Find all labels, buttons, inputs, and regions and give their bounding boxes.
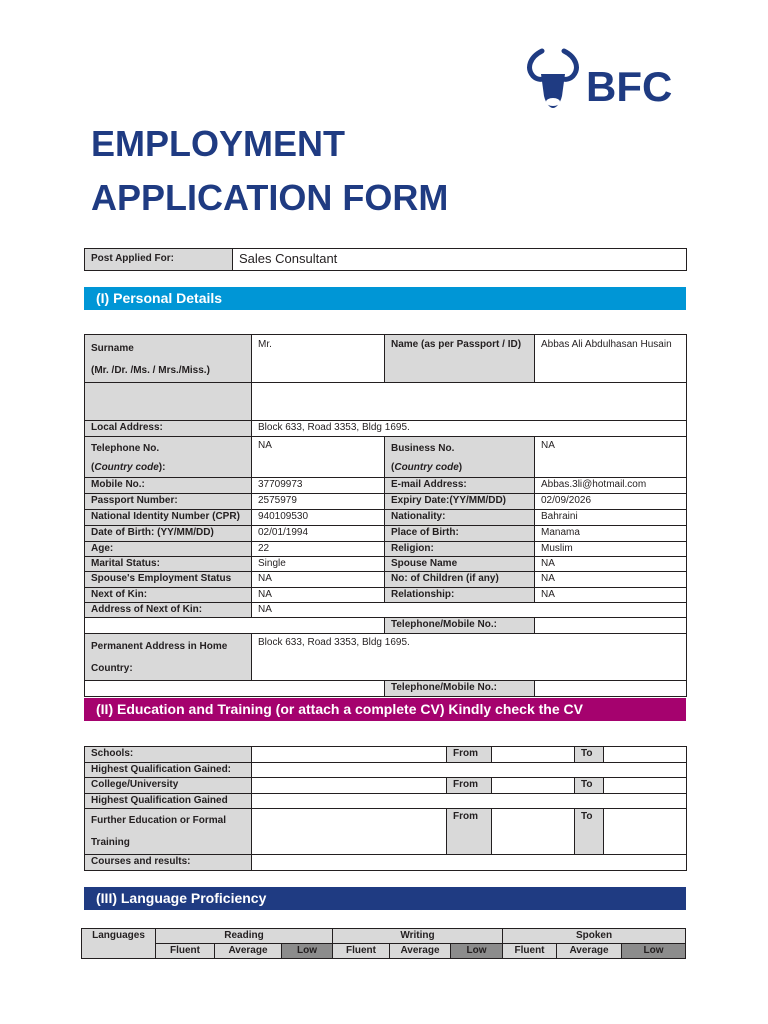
highest-qualification-label-1: Highest Qualification Gained: [85,763,252,778]
email-label: E-mail Address: [385,478,535,494]
further-education-value[interactable] [252,809,447,855]
nationality-label: Nationality: [385,510,535,526]
expiry-label: Expiry Date:(YY/MM/DD) [385,494,535,510]
schools-label: Schools: [85,747,252,763]
kin-telephone-value[interactable] [535,618,687,634]
business-label-text: Business No. [391,443,455,454]
bull-head-icon [524,48,586,112]
page-title-line1: EMPLOYMENT [91,123,346,164]
further-education-label-2: Training [91,837,130,848]
children-label: No: of Children (if any) [385,572,535,588]
surname-value[interactable]: Mr. [252,335,385,383]
email-value[interactable]: Abbas.3li@hotmail.com [535,478,687,494]
spoken-fluent-header: Fluent [503,944,557,959]
children-value[interactable]: NA [535,572,687,588]
dob-value[interactable]: 02/01/1994 [252,526,385,542]
local-address-value[interactable]: Block 633, Road 3353, Bldg 1695. [252,421,687,437]
home-telephone-label: Telephone/Mobile No.: [385,681,535,697]
kin-telephone-label: Telephone/Mobile No.: [385,618,535,634]
schools-to-value[interactable] [604,747,687,763]
blank-label-cell [85,383,252,421]
section-language-header: (III) Language Proficiency [84,887,686,910]
next-of-kin-value[interactable]: NA [252,588,385,603]
spoken-header: Spoken [503,929,686,944]
college-from-value[interactable] [492,778,575,794]
further-education-label [85,809,252,855]
cpr-value[interactable]: 940109530 [252,510,385,526]
pob-label: Place of Birth: [385,526,535,542]
schools-from-value[interactable] [492,747,575,763]
mobile-label: Mobile No.: [85,478,252,494]
highest-qualification-label-2: Highest Qualification Gained [85,794,252,809]
age-value[interactable]: 22 [252,542,385,557]
spouse-name-value[interactable]: NA [535,557,687,572]
telephone-label-text: Telephone No. [91,443,160,454]
dob-label: Date of Birth: (YY/MM/DD) [85,526,252,542]
country-code-label-2: Country code [394,462,459,473]
reading-low-header: Low [282,944,333,959]
writing-fluent-header: Fluent [333,944,390,959]
reading-fluent-header: Fluent [156,944,215,959]
relationship-label: Relationship: [385,588,535,603]
passport-value[interactable]: 2575979 [252,494,385,510]
education-table [84,746,687,871]
age-label: Age: [85,542,252,557]
further-from-label: From [447,809,492,855]
section-personal-header: (I) Personal Details [84,287,686,310]
post-applied-value[interactable]: Sales Consultant [233,249,687,271]
post-applied-table [84,248,687,271]
permanent-address-continued[interactable] [85,681,385,697]
spoken-average-header: Average [557,944,622,959]
personal-details-table [84,334,687,697]
writing-average-header: Average [390,944,451,959]
next-of-kin-label: Next of Kin: [85,588,252,603]
bfc-logo [524,48,676,112]
marital-value[interactable]: Single [252,557,385,572]
telephone-label: Telephone No. (Country code): [85,437,252,478]
reading-header: Reading [156,929,333,944]
kin-address-label: Address of Next of Kin: [85,603,252,618]
pob-value[interactable]: Manama [535,526,687,542]
highest-qualification-value-2[interactable] [252,794,687,809]
writing-header: Writing [333,929,503,944]
college-from-label: From [447,778,492,794]
highest-qualification-value-1[interactable] [252,763,687,778]
college-to-value[interactable] [604,778,687,794]
writing-low-header: Low [451,944,503,959]
page-title-line2: APPLICATION FORM [91,177,449,218]
cpr-label: National Identity Number (CPR) [85,510,252,526]
section-education-header: (II) Education and Training (or attach a complete CV) Kindly check the CV [84,698,686,721]
spouse-employment-value[interactable]: NA [252,572,385,588]
courses-value[interactable] [252,855,687,871]
country-code-label: Country code [94,462,159,473]
kin-address-continued[interactable] [85,618,385,634]
nationality-value[interactable]: Bahraini [535,510,687,526]
further-to-label: To [575,809,604,855]
spouse-employment-label: Spouse's Employment Status [85,572,252,588]
languages-header: Languages [82,929,156,959]
schools-value[interactable] [252,747,447,763]
spouse-name-label: Spouse Name [385,557,535,572]
logo-text: BFC [586,63,673,110]
name-value[interactable]: Abbas Ali Abdulhasan Husain [535,335,687,383]
relationship-value[interactable]: NA [535,588,687,603]
language-table [81,928,686,959]
post-applied-label: Post Applied For: [85,249,233,271]
name-label: Name (as per Passport / ID) [385,335,535,383]
marital-label: Marital Status: [85,557,252,572]
college-value[interactable] [252,778,447,794]
religion-value[interactable]: Muslim [535,542,687,557]
further-to-value[interactable] [604,809,687,855]
schools-to-label: To [575,747,604,763]
permanent-address-label-2: Country: [91,663,133,674]
telephone-value[interactable]: NA [252,437,385,478]
kin-address-value[interactable]: NA [252,603,687,618]
further-from-value[interactable] [492,809,575,855]
further-education-label-1: Further Education or Formal [91,815,227,826]
blank-value-cell[interactable] [252,383,687,421]
home-telephone-value[interactable] [535,681,687,697]
religion-label: Religion: [385,542,535,557]
surname-sub-label: (Mr. /Dr. /Ms. / Mrs./Miss.) [91,365,210,376]
college-to-label: To [575,778,604,794]
business-label: Business No. (Country code) [385,437,535,478]
business-value[interactable]: NA [535,437,687,478]
schools-from-label: From [447,747,492,763]
mobile-value[interactable]: 37709973 [252,478,385,494]
passport-label: Passport Number: [85,494,252,510]
permanent-address-label [85,634,252,681]
surname-label-text: Surname [91,343,134,354]
permanent-address-value[interactable]: Block 633, Road 3353, Bldg 1695. [252,634,687,681]
local-address-label: Local Address: [85,421,252,437]
expiry-value[interactable]: 02/09/2026 [535,494,687,510]
spoken-low-header: Low [622,944,686,959]
reading-average-header: Average [215,944,282,959]
courses-label: Courses and results: [85,855,252,871]
permanent-address-label-1: Permanent Address in Home [91,641,228,652]
surname-label [85,335,252,383]
college-label: College/University [85,778,252,794]
